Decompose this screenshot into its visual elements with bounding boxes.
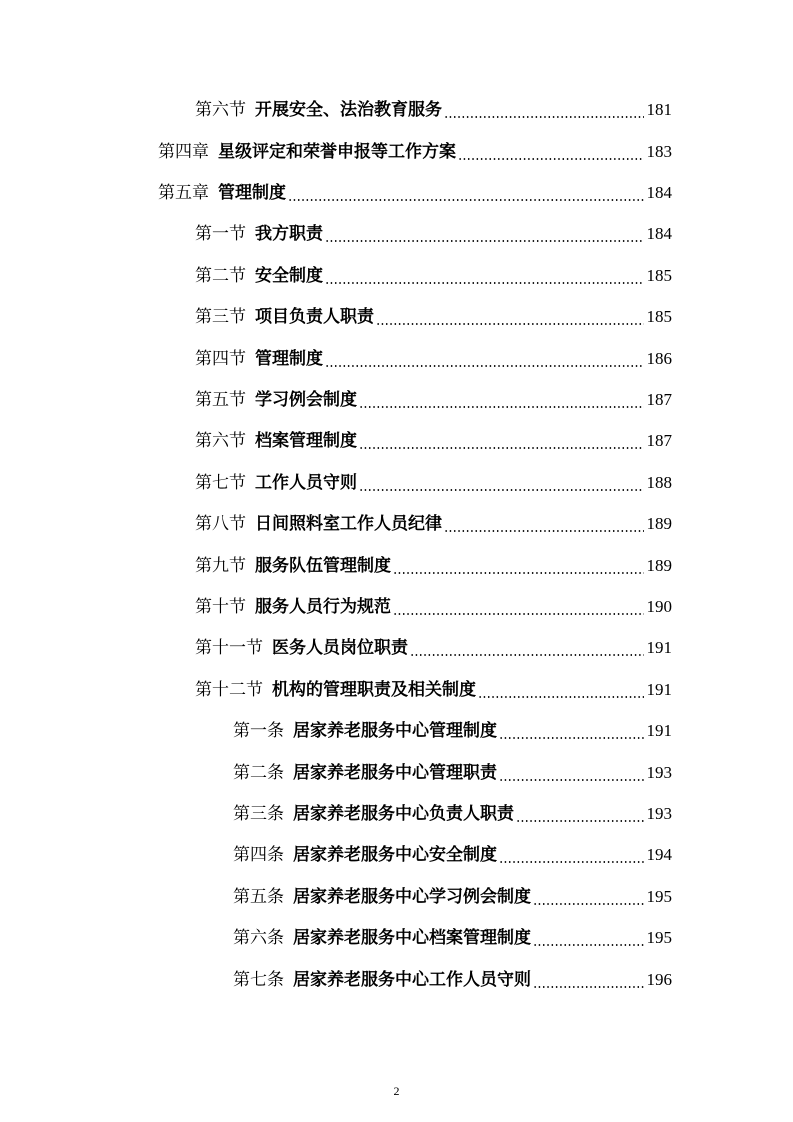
toc-entry[interactable] — [195, 509, 672, 539]
toc-entry[interactable] — [233, 965, 672, 995]
toc-entry-number: 第七节 — [195, 473, 246, 493]
toc-entry-title: 我方职责 — [255, 224, 323, 244]
toc-leader-dots — [499, 779, 644, 781]
toc-leader-dots — [458, 158, 644, 160]
toc-entry-number: 第十一节 — [195, 638, 263, 658]
toc-entry-page: 193 — [646, 804, 672, 823]
toc-entry[interactable] — [195, 468, 672, 498]
toc-entry-page: 194 — [646, 845, 672, 864]
toc-entry-number: 第十节 — [195, 597, 246, 617]
toc-entry-title: 居家养老服务中心档案管理制度 — [293, 928, 531, 948]
toc-entry-title: 项目负责人职责 — [255, 307, 374, 327]
toc-entry-title: 居家养老服务中心工作人员守则 — [293, 970, 531, 990]
toc-leader-dots — [393, 613, 644, 615]
toc-entry[interactable] — [195, 95, 672, 125]
toc-entry-page: 189 — [646, 556, 672, 575]
toc-entry-title: 管理制度 — [255, 349, 323, 369]
toc-entry[interactable] — [233, 923, 672, 953]
toc-entry[interactable] — [195, 551, 672, 581]
toc-entry[interactable] — [195, 219, 672, 249]
toc-leader-dots — [325, 282, 644, 284]
toc-leader-dots — [444, 116, 644, 118]
toc-leader-dots — [393, 572, 644, 574]
toc-entry-title: 档案管理制度 — [255, 431, 357, 451]
toc-entry[interactable] — [158, 178, 672, 208]
toc-entry-number: 第八节 — [195, 514, 246, 534]
toc-entry-title: 开展安全、法治教育服务 — [255, 100, 442, 120]
toc-entry-page: 195 — [646, 928, 672, 947]
toc-entry-number: 第一条 — [233, 721, 284, 741]
toc-entry[interactable] — [195, 426, 672, 456]
toc-entry[interactable] — [195, 302, 672, 332]
toc-leader-dots — [410, 654, 644, 656]
toc-entry-number: 第五条 — [233, 887, 284, 907]
toc-entry-page: 193 — [646, 763, 672, 782]
toc-entry-title: 居家养老服务中心管理制度 — [293, 721, 497, 741]
toc-entry-page: 189 — [646, 514, 672, 533]
toc-entry-page: 183 — [646, 142, 672, 161]
toc-entry-title: 学习例会制度 — [255, 390, 357, 410]
toc-entry-number: 第六节 — [195, 100, 246, 120]
toc-entry-page: 187 — [646, 431, 672, 450]
toc-leader-dots — [499, 737, 644, 739]
toc-entry[interactable] — [195, 675, 672, 705]
toc-entry-title: 星级评定和荣誉申报等工作方案 — [218, 142, 456, 162]
toc-entry-page: 185 — [646, 266, 672, 285]
toc-leader-dots — [533, 944, 644, 946]
toc-entry-title: 居家养老服务中心学习例会制度 — [293, 887, 531, 907]
toc-entry[interactable] — [195, 633, 672, 663]
toc-leader-dots — [533, 903, 644, 905]
toc-entry-number: 第二条 — [233, 763, 284, 783]
toc-entry-title: 工作人员守则 — [255, 473, 357, 493]
toc-entry-number: 第七条 — [233, 970, 284, 990]
toc-entry-number: 第一节 — [195, 224, 246, 244]
page-footer-number: 2 — [393, 1084, 400, 1098]
toc-entry-number: 第四节 — [195, 349, 246, 369]
toc-entry[interactable] — [195, 261, 672, 291]
toc-entry[interactable] — [195, 385, 672, 415]
toc-entry-page: 184 — [646, 224, 672, 243]
toc-entry-page: 181 — [646, 100, 672, 119]
toc-entry-number: 第三条 — [233, 804, 284, 824]
toc-entry[interactable] — [233, 840, 672, 870]
toc-entry-number: 第九节 — [195, 556, 246, 576]
toc-entry-page: 190 — [646, 597, 672, 616]
toc-entry[interactable] — [233, 716, 672, 746]
toc-leader-dots — [499, 861, 644, 863]
toc-entry-number: 第五节 — [195, 390, 246, 410]
toc-entry-title: 居家养老服务中心安全制度 — [293, 845, 497, 865]
toc-entry-page: 191 — [646, 680, 672, 699]
toc-entry-title: 安全制度 — [255, 266, 323, 286]
toc-entry-page: 196 — [646, 970, 672, 989]
toc-entry[interactable] — [158, 137, 672, 167]
toc-leader-dots — [359, 447, 644, 449]
toc-entry-number: 第六节 — [195, 431, 246, 451]
toc-entry-title: 管理制度 — [218, 183, 286, 203]
toc-entry-page: 191 — [646, 721, 672, 740]
toc-entry-title: 服务人员行为规范 — [255, 597, 391, 617]
toc-entry-number: 第二节 — [195, 266, 246, 286]
toc-entry[interactable] — [233, 882, 672, 912]
toc-leader-dots — [325, 365, 644, 367]
toc-entry[interactable] — [233, 758, 672, 788]
toc-entry-number: 第四条 — [233, 845, 284, 865]
toc-entry-page: 186 — [646, 349, 672, 368]
toc-entry-title: 居家养老服务中心管理职责 — [293, 763, 497, 783]
toc-entry-title: 服务队伍管理制度 — [255, 556, 391, 576]
toc-entry-number: 第五章 — [158, 183, 209, 203]
toc-entry-page: 184 — [646, 183, 672, 202]
toc-leader-dots — [478, 696, 644, 698]
toc-entry-title: 居家养老服务中心负责人职责 — [293, 804, 514, 824]
toc-leader-dots — [444, 530, 644, 532]
toc-entry-page: 195 — [646, 887, 672, 906]
toc-leader-dots — [376, 323, 644, 325]
toc-leader-dots — [359, 406, 644, 408]
toc-leader-dots — [325, 240, 644, 242]
toc-entry-number: 第三节 — [195, 307, 246, 327]
toc-entry[interactable] — [195, 592, 672, 622]
toc-entry-page: 187 — [646, 390, 672, 409]
toc-entry-number: 第四章 — [158, 142, 209, 162]
toc-leader-dots — [516, 820, 644, 822]
toc-entry-page: 185 — [646, 307, 672, 326]
toc-entry-number: 第十二节 — [195, 680, 263, 700]
toc-leader-dots — [533, 986, 644, 988]
toc-entry-page: 188 — [646, 473, 672, 492]
toc-entry[interactable] — [233, 799, 672, 829]
toc-entry-number: 第六条 — [233, 928, 284, 948]
toc-leader-dots — [359, 489, 644, 491]
toc-entry-title: 日间照料室工作人员纪律 — [255, 514, 442, 534]
toc-entry-title: 医务人员岗位职责 — [272, 638, 408, 658]
toc-entry[interactable] — [195, 344, 672, 374]
toc-leader-dots — [288, 199, 644, 201]
toc-entry-title: 机构的管理职责及相关制度 — [272, 680, 476, 700]
toc-entry-page: 191 — [646, 638, 672, 657]
